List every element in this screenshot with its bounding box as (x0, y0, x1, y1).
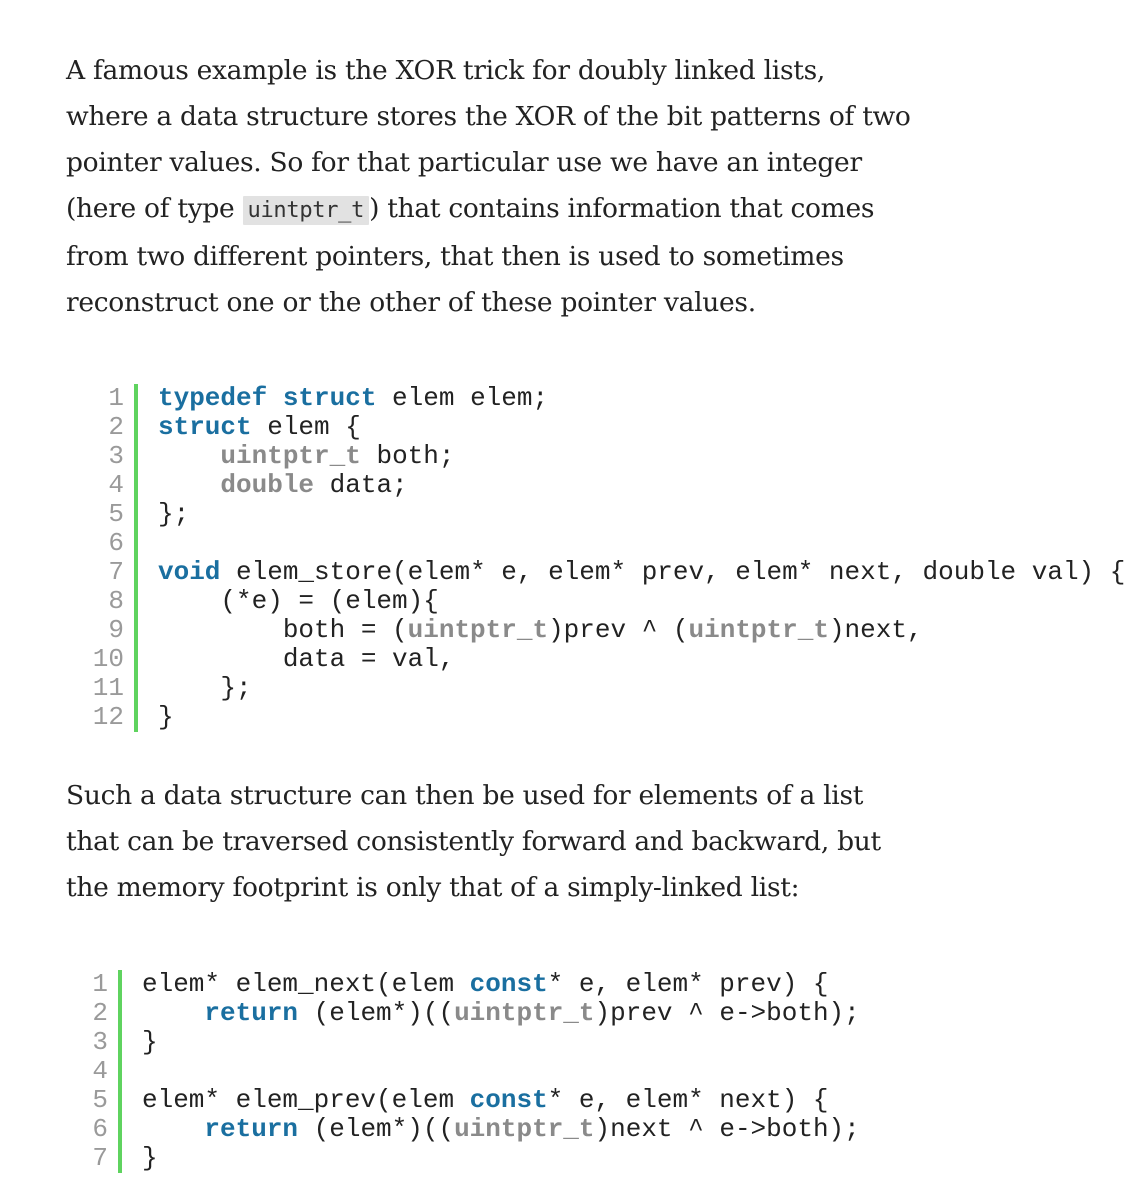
line-number: 7 (92, 1144, 122, 1173)
code-keyword: struct (282, 383, 377, 413)
code-text (138, 471, 408, 500)
code-keyword: return (204, 1114, 299, 1144)
line-number: 4 (92, 1057, 122, 1086)
code-token (142, 998, 204, 1028)
code-line (92, 413, 920, 442)
code-type: uintptr_t (407, 615, 549, 645)
code-token: (elem*)(( (298, 998, 455, 1028)
code-line (92, 674, 920, 703)
code-text (122, 1115, 860, 1144)
code-text (138, 442, 454, 471)
line-number: 10 (92, 645, 138, 674)
line-number: 3 (92, 1028, 122, 1057)
code-token (267, 383, 283, 413)
code-token: * e, elem* prev) { (547, 969, 829, 999)
code-line (92, 999, 920, 1028)
code-token: data = val, (158, 644, 455, 674)
code-keyword: const (469, 969, 548, 999)
code-line (92, 703, 920, 732)
code-token (142, 1114, 204, 1144)
code-line (92, 384, 920, 413)
code-type: uintptr_t (220, 441, 361, 471)
code-block-elem-next-prev (92, 970, 920, 1173)
paragraph-text: ) that contains information that comes (369, 193, 875, 224)
code-text (122, 999, 860, 1028)
line-number: 6 (92, 529, 138, 558)
paragraph-line: from two different pointers, that then is used to sometimes (66, 241, 844, 272)
paragraph-line: reconstruct one or the other of these pointer values. (66, 287, 756, 318)
paragraph-traversal (66, 773, 906, 911)
code-text (138, 645, 454, 674)
line-number: 8 (92, 587, 138, 616)
paragraph-line: that can be traversed consistently forward and backward, but (66, 826, 881, 857)
code-token: * e, elem* next) { (547, 1085, 829, 1115)
code-text (138, 413, 361, 442)
code-line (92, 970, 920, 999)
code-line (92, 587, 920, 616)
line-number: 11 (92, 674, 138, 703)
code-token: elem elem; (376, 383, 549, 413)
code-token: (*e) = (elem){ (158, 586, 439, 616)
paragraph-line: Such a data structure can then be used for elements of a list (66, 780, 864, 811)
line-number: 4 (92, 471, 138, 500)
line-number: 5 (92, 500, 138, 529)
code-line (92, 557, 1125, 587)
line-number: 6 (92, 1115, 122, 1144)
code-token: both; (360, 441, 455, 471)
code-text (122, 970, 829, 999)
line-number: 5 (92, 1086, 122, 1115)
code-line (92, 1086, 920, 1115)
code-token: )next ^ e->both); (594, 1114, 860, 1144)
code-text (122, 1057, 142, 1086)
code-type: uintptr_t (688, 615, 829, 645)
code-text (122, 1028, 158, 1057)
code-token (158, 441, 220, 471)
paragraph-text: (here of type (66, 193, 243, 224)
code-token: elem* elem_prev(elem (142, 1085, 470, 1115)
code-line (92, 1057, 920, 1086)
code-token: elem_store(elem* e, elem* prev, elem* next, double val) { (220, 557, 1125, 587)
code-line (92, 1115, 920, 1144)
line-number: 9 (92, 616, 138, 645)
code-text (138, 529, 158, 558)
code-token: data; (314, 470, 408, 500)
code-line (92, 442, 920, 471)
line-number: 3 (92, 442, 138, 471)
line-number: 7 (92, 558, 138, 587)
code-line (92, 615, 923, 645)
code-token: )next, (828, 615, 923, 645)
paragraph-line: pointer values. So for that particular use we have an integer (66, 147, 862, 178)
code-type: uintptr_t (454, 998, 595, 1028)
code-text (122, 1086, 829, 1115)
code-line (92, 471, 920, 500)
code-text (138, 616, 923, 645)
code-token: elem { (251, 412, 361, 442)
code-token: } (142, 1143, 158, 1173)
inline-code-uintptr: uintptr_t (243, 196, 370, 225)
code-type: double (220, 470, 315, 500)
code-text (138, 674, 252, 703)
paragraph-line (66, 186, 906, 234)
code-type: uintptr_t (454, 1114, 595, 1144)
code-token: }; (158, 499, 190, 529)
code-keyword: struct (158, 412, 252, 442)
code-keyword: typedef (158, 383, 268, 413)
line-number: 2 (92, 413, 138, 442)
code-token: elem* elem_next(elem (142, 969, 470, 999)
code-line (92, 645, 920, 674)
code-token: both = ( (158, 615, 408, 645)
code-text (138, 384, 548, 413)
paragraph-line: A famous example is the XOR trick for doubly linked lists, (66, 55, 826, 86)
line-number: 1 (92, 970, 122, 999)
code-token: )prev ^ ( (548, 615, 689, 645)
code-line (92, 1028, 920, 1057)
code-line (92, 1144, 920, 1173)
code-keyword: const (469, 1085, 548, 1115)
code-token: } (142, 1027, 158, 1057)
line-number: 1 (92, 384, 138, 413)
code-token: }; (158, 673, 252, 703)
paragraph-xor-trick (66, 48, 911, 326)
code-keyword: void (158, 557, 221, 587)
paragraph-line: where a data structure stores the XOR of the bit patterns of two (66, 101, 911, 132)
code-text (138, 587, 439, 616)
code-line (92, 500, 920, 529)
code-text (138, 558, 1125, 587)
code-token: } (158, 702, 174, 732)
paragraph-line: the memory footprint is only that of a simply-linked list: (66, 872, 800, 903)
code-line (92, 529, 920, 558)
line-number: 2 (92, 999, 122, 1028)
code-token (158, 470, 220, 500)
line-number: 12 (92, 703, 138, 732)
code-text (138, 500, 189, 529)
code-token: (elem*)(( (298, 1114, 455, 1144)
code-text (138, 703, 174, 732)
code-token: )prev ^ e->both); (594, 998, 860, 1028)
code-text (122, 1144, 158, 1173)
code-keyword: return (204, 998, 299, 1028)
code-block-elem-store (92, 383, 1125, 732)
